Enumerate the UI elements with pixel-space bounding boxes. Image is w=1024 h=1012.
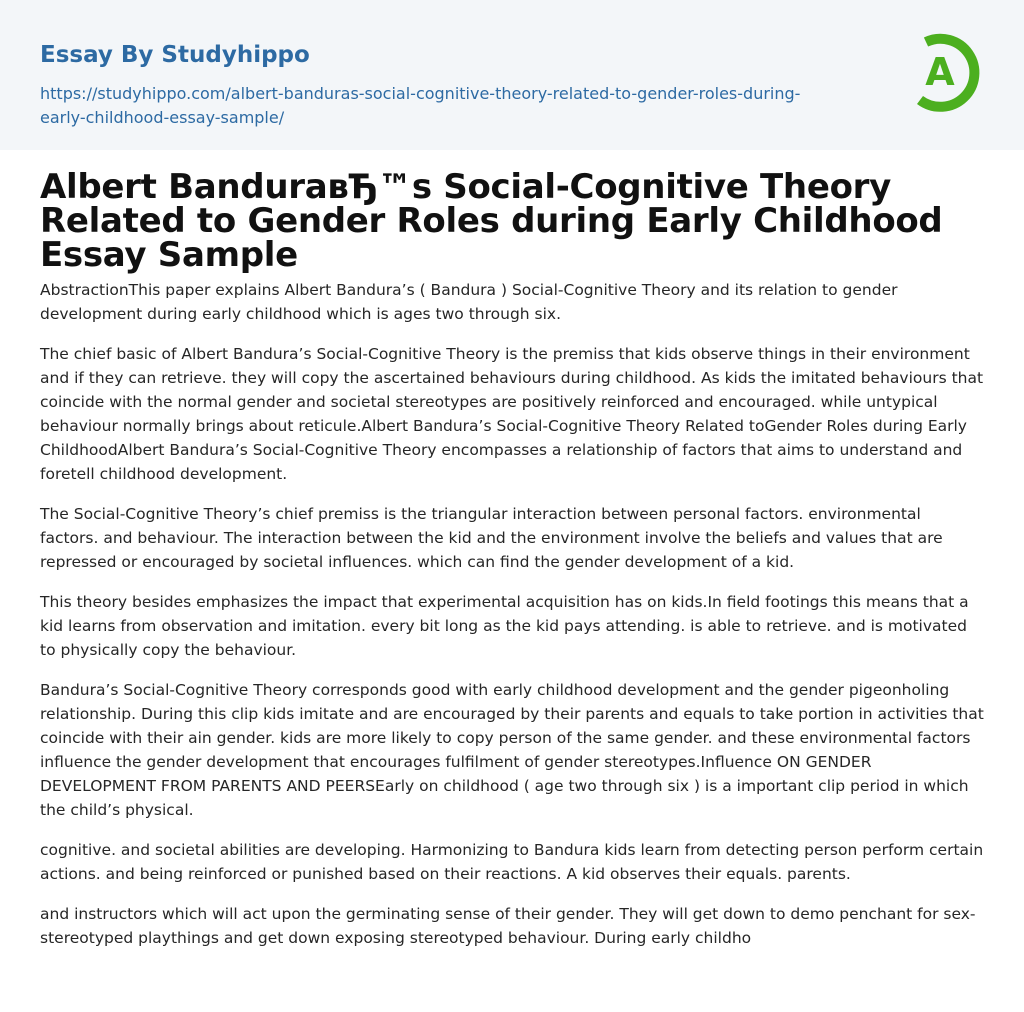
source-url-link[interactable]: https://studyhippo.com/albert-banduras-social-cognitive-theory-related-to-gender-roles-during-early-childhood-essay-sample/ xyxy=(40,84,801,127)
brand-title: Essay By Studyhippo xyxy=(40,42,310,68)
studyhippo-logo[interactable] xyxy=(906,28,990,116)
essay-content xyxy=(40,167,984,966)
essay-title: Albert BanduraвЂ™s Social-Cognitive Theory Related to Gender Roles during Early Childhood Essay Sample xyxy=(40,167,943,275)
essay-paragraph: The Social-Cognitive Theory’s chief premiss is the triangular interaction between personal factors. environmental factors. and behaviour. The interaction between the kid and the environment involve the beliefs and values that are repressed or encouraged by societal influences. which can find the gender development of a kid. xyxy=(40,505,943,571)
essay-paragraph: Bandura’s Social-Cognitive Theory corresponds good with early childhood development and the gender pigeonholing relationship. During this clip kids imitate and are encouraged by their parents and equals to take portion in activities that coincide with their ain gender. kids are more likely to copy person of the same gender. and these environmental factors influence the gender development that encourages fulfilment of gender stereotypes.Influence ON GENDER DEVELOPMENT FROM PARENTS AND PEERSEarly on childhood ( age two through six ) is a important clip period in which the child’s physical. xyxy=(40,681,984,819)
page-header xyxy=(0,0,1024,150)
essay-paragraph: The chief basic of Albert Bandura’s Social-Cognitive Theory is the premiss that kids observe things in their environment and if they can retrieve. they will copy the ascertained behaviours during childhood. As kids the imitated behaviours that coincide with the normal gender and societal stereotypes are positively reinforced and encouraged. while untypical behaviour normally brings about reticule.Albert Bandura’s Social-Cognitive Theory Related toGender Roles during Early ChildhoodAlbert Bandura’s Social-Cognitive Theory encompasses a relationship of factors that aims to understand and foretell childhood development. xyxy=(40,345,984,483)
logo-letter: A xyxy=(925,50,955,94)
essay-paragraph: and instructors which will act upon the germinating sense of their gender. They will get down to demo penchant for sex-stereotyped playthings and get down exposing stereotyped behaviour. During early childho xyxy=(40,905,976,947)
logo-icon xyxy=(906,28,990,116)
essay-paragraph: AbstractionThis paper explains Albert Bandura’s ( Bandura ) Social-Cognitive Theory and its relation to gender development during early childhood which is ages two through six. xyxy=(40,281,898,323)
essay-paragraph: cognitive. and societal abilities are developing. Harmonizing to Bandura kids learn from detecting person perform certain actions. and being reinforced or punished based on their reactions. A kid observes their equals. parents. xyxy=(40,841,984,883)
essay-paragraph: This theory besides emphasizes the impact that experimental acquisition has on kids.In field footings this means that a kid learns from observation and imitation. every bit long as the kid pays attending. is able to retrieve. and is motivated to physically copy the behaviour. xyxy=(40,593,969,659)
